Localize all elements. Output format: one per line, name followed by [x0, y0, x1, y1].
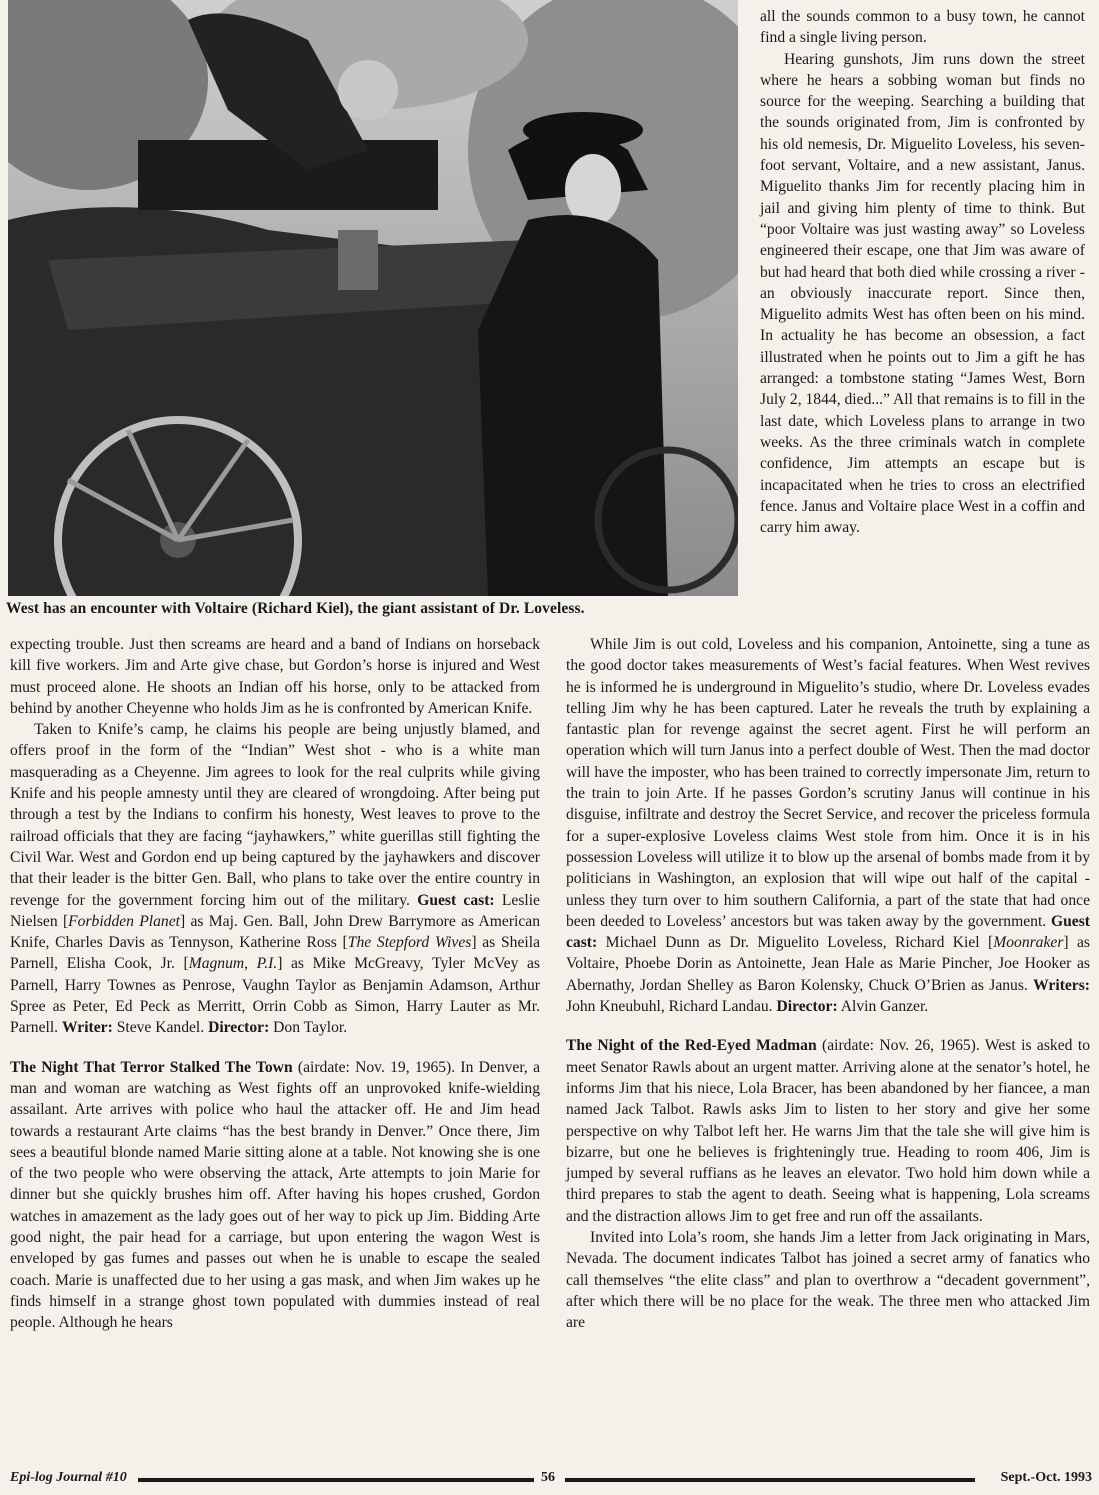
photo-still [8, 0, 738, 596]
guest-cast-label: Guest cast: [566, 912, 1090, 952]
guest-cast-text: ] as Mike McGreavy, Tyler McVey as Parnell, Harry Townes as Penrose, Vaughn Taylor as Benjamin Adamson, Arthur Spree as Peter, Ed Peck as Merritt, Orrin Cobb as Simon, Harry Lauter as Mr. Parnell. [10, 955, 540, 1037]
guest-cast-text: Leslie Nielsen [ [10, 891, 540, 930]
film-title: Forbidden Planet [68, 912, 180, 930]
episode-title: The Night of the Red-Eyed Madman [566, 1037, 817, 1055]
guest-cast-text: ] as Sheila Parnell, Elisha Cook, Jr. [ [10, 934, 540, 973]
footer-rule-right [565, 1478, 975, 1482]
paragraph-text: While Jim is out cold, Loveless and his companion, Antoinette, sing a tune as the good doctor takes measurements of West’s facial features. When West revives he is informed he is underground in Miguelito’s studio, where Dr. Loveless evades telling Jim why he has been captured. Later he reveals the truth by explaining a fantastic plan for revenge against the secret agent. First he will perform an operation which will turn Janus into a perfect double of West. Then the mad doctor will have the imposter, who has been trained to correctly impersonate Jim, return to the train to join Arte. If he passes Gordon’s scrutiny Janus will continue in his disguise, infiltrate and destroy the Secret Service, and recover the priceless formula for a super-explosive Loveless claims West stole from him. Once it is in his possession Loveless will utilize it to blow up the arsenal of bombs made from it by politicians in Washington, an explosion that will wipe out half of the capital - unless they turn over to him southern California, a part of the state that had once been deeded to Loveless’ ancestors but was taken away by the government. [566, 636, 1090, 930]
film-title: The Stepford Wives [347, 934, 472, 952]
writers-label: Writers: [1033, 976, 1090, 994]
episode-entry [10, 1057, 540, 1334]
photo-illustration [8, 0, 738, 596]
footer-rule-left [138, 1478, 534, 1482]
episode-title: The Night That Terror Stalked The Town [10, 1058, 293, 1076]
film-title: Magnum, P.I. [188, 955, 278, 973]
journal-name: Epi-log Journal #10 [10, 1470, 127, 1485]
paragraph [566, 634, 1090, 1017]
episode-body: (airdate: Nov. 26, 1965). West is asked to meet Senator Rawls about an urgent matter. Arriving alone at the senator’s hotel, he informs Jim that his niece, Lola Bracer, has been abandoned by her fiancee, a man named Jack Talbot. Rawls asks Jim to listen to her story and give her some perspective on why Talbot left her. He warns Jim that the tale she will give him is bizarre, but one he believes is frighteningly true. Heading to room 406, Jim is jumped by several ruffians as he leaves an elevator. Two hold him down while a third prepares to stab the agent to death. Seeing what is happening, Lola screams and the distraction allows Jim to get free and run off the assailants. [566, 1037, 1090, 1225]
episode-body: (airdate: Nov. 19, 1965). In Denver, a man and woman are watching as West fights off an unprovoked knife-wielding assailant. Arte arrives with police who haul the attacker off. He and Jim head towards a restaurant Arte claims “has the best brandy in Denver.” Once there, Jim sees a beautiful blonde named Marie sitting alone at a table. Not knowing she is one of the two people who were observing the attack, Arte attempts to join Marie for dinner but she quickly brushes him off. After having his hopes crushed, Gordon watches in amazement as the lady goes out of her way to pick up Jim. Bidding Arte good night, the pair head for a carriage, but upon entering the wagon West is enveloped by gas fumes and passes out when he is unable to escape the sealed coach. Marie is unaffected due to her using a gas mask, and when Jim wakes up he finds himself in a strange ghost town populated with dummies instead of real people. Although he hears [10, 1058, 541, 1332]
director-name: Don Taylor. [273, 1019, 348, 1037]
page-footer [10, 1468, 1092, 1490]
paragraph: Invited into Lola’s room, she hands Jim a letter from Jack originating in Mars, Nevada. The document indicates Talbot has joined a secret army of fanatics who call themselves “the elite class” and plan to overthrow a “decadent government”, after which there will be no place for the weak. The three men who attacked Jim are [566, 1229, 1090, 1332]
guest-cast-text: ] as Maj. Gen. Ball, John Drew Barrymore as American Knife, Charles Davis as Tennyson, Katherine Ross [ [10, 912, 541, 952]
director-label: Director: [208, 1019, 270, 1037]
guest-cast-text: ] as Voltaire, Phoebe Dorin as Antoinette, Jean Hale as Marie Pincher, Joe Hooker as Abernathy, Jordan Shelley as Baron Kolensky, Chuck O’Brien as Janus. [566, 934, 1090, 994]
photo-caption: West has an encounter with Voltaire (Richard Kiel), the giant assistant of Dr. Loveless. [6, 600, 585, 617]
paragraph: all the sounds common to a busy town, he cannot find a single living person. [760, 8, 1085, 47]
episode-entry [566, 1035, 1090, 1227]
guest-cast-label: Guest cast: [417, 891, 495, 909]
paragraph [10, 719, 540, 1038]
writers-names: John Kneubuhl, Richard Landau. [566, 998, 773, 1016]
paragraph: expecting trouble. Just then screams are heard and a band of Indians on horseback kill five workers. Jim and Arte give chase, but Gordon’s horse is injured and West must proceed alone. He shoots an Indian off his horse, only to be attacked from behind by another Cheyenne who holds Jim as he is confronted by American Knife. [10, 636, 540, 717]
paragraph-text: Taken to Knife’s camp, he claims his people are being unjustly blamed, and offers proof in the form of the “Indian” West shot - who is a white man masquerading as a Cheyenne. Jim agrees to look for the real culprits while giving Knife and his people amnesty until they are cleared of wrongdoing. After being put through a test by the Indians to confirm his honesty, West leaves to prove to the railroad officials that they are facing “jayhawkers,” white guerillas still fighting the Civil War. West and Gordon end up being captured by the jayhawkers and discover that their leader is the bitter Gen. Ball, who plans to take over the entire country in revenge for the government forcing him out of the military. [10, 721, 540, 909]
guest-cast-text: Michael Dunn as Dr. Miguelito Loveless, Richard Kiel [ [605, 934, 994, 952]
director-name: Alvin Ganzer. [840, 998, 929, 1016]
issue-date: Sept.-Oct. 1993 [1000, 1470, 1092, 1485]
director-label: Director: [776, 998, 838, 1016]
column-left [10, 634, 540, 1334]
film-title: Moonraker [993, 934, 1064, 952]
paragraph: Hearing gunshots, Jim runs down the street where he hears a sobbing woman but finds no source for the weeping. Searching a building that the sounds originated from, Jim is confronted by his old nemesis, Dr. Miguelito Loveless, his seven-foot servant, Voltaire, and a new assistant, Janus. Miguelito thanks Jim for recently placing him in jail and giving him plenty of time to think. But “poor Voltaire was just wasting away” so Loveless engineered their escape, one that Jim was aware of but had heard that both died while crossing a river - an obviously inaccurate report. Since then, Miguelito admits West has often been on his mind. In actuality he has become an obsession, a fact illustrated when he points out to Jim a gift he has arranged: a tombstone stating “James West, Born July 2, 1844, died...” All that remains is to fill in the last date, which Loveless plans to arrange in two weeks. As the three criminals watch in complete confidence, Jim attempts an escape but is incapacitated when he tries to cross an electrified fence. Janus and Voltaire place West in a coffin and carry him away. [760, 50, 1085, 537]
writer-label: Writer: [61, 1019, 113, 1037]
writer-name: Steve Kandel. [116, 1019, 205, 1037]
column-top-right [760, 6, 1085, 538]
page-number: 56 [541, 1470, 555, 1485]
column-right [566, 634, 1090, 1334]
